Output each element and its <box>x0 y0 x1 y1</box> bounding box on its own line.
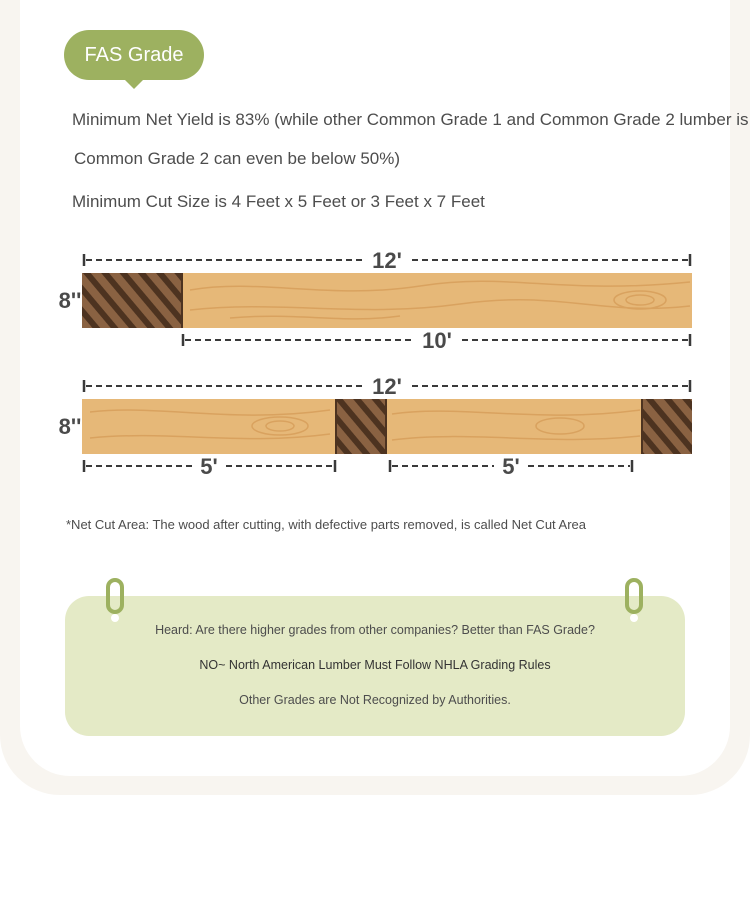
width-label: 8'' <box>58 414 82 439</box>
cut-size-text: Minimum Cut Size is 4 Feet x 5 Feet or 3 Feet x 7 Feet <box>72 192 485 211</box>
net-cut-label-left: 5' <box>200 454 218 479</box>
net-cut-label-right: 5' <box>502 454 520 479</box>
binder-ring-icon <box>106 578 124 614</box>
callout-question: Heard: Are there higher grades from other companies? Better than FAS Grade? <box>155 623 595 637</box>
net-cut-area-footnote: *Net Cut Area: The wood after cutting, with defective parts removed, is called Net Cut Area <box>66 517 587 532</box>
net-yield-text: Minimum Net Yield is 83% (while other Common Grade 1 and Common Grade 2 lumber is <box>72 110 749 129</box>
defect-area <box>642 399 692 454</box>
net-yield-text-continued: Common Grade 2 can even be below 50%) <box>74 149 401 168</box>
binder-ring-icon <box>625 578 643 614</box>
callout-answer: NO~ North American Lumber Must Follow NHLA Grading Rules <box>199 658 551 672</box>
width-label: 8'' <box>58 288 82 313</box>
net-cut-label: 10' <box>422 328 452 353</box>
board-2 <box>59 374 692 479</box>
callout-note: Other Grades are Not Recognized by Authorities. <box>239 693 511 707</box>
board-1 <box>59 248 692 353</box>
grading-rules-callout <box>65 596 685 736</box>
length-label: 12' <box>372 374 402 399</box>
fas-grade-badge: FAS Grade <box>64 30 204 80</box>
length-label: 12' <box>372 248 402 273</box>
defect-area <box>82 273 182 328</box>
defect-area <box>336 399 386 454</box>
